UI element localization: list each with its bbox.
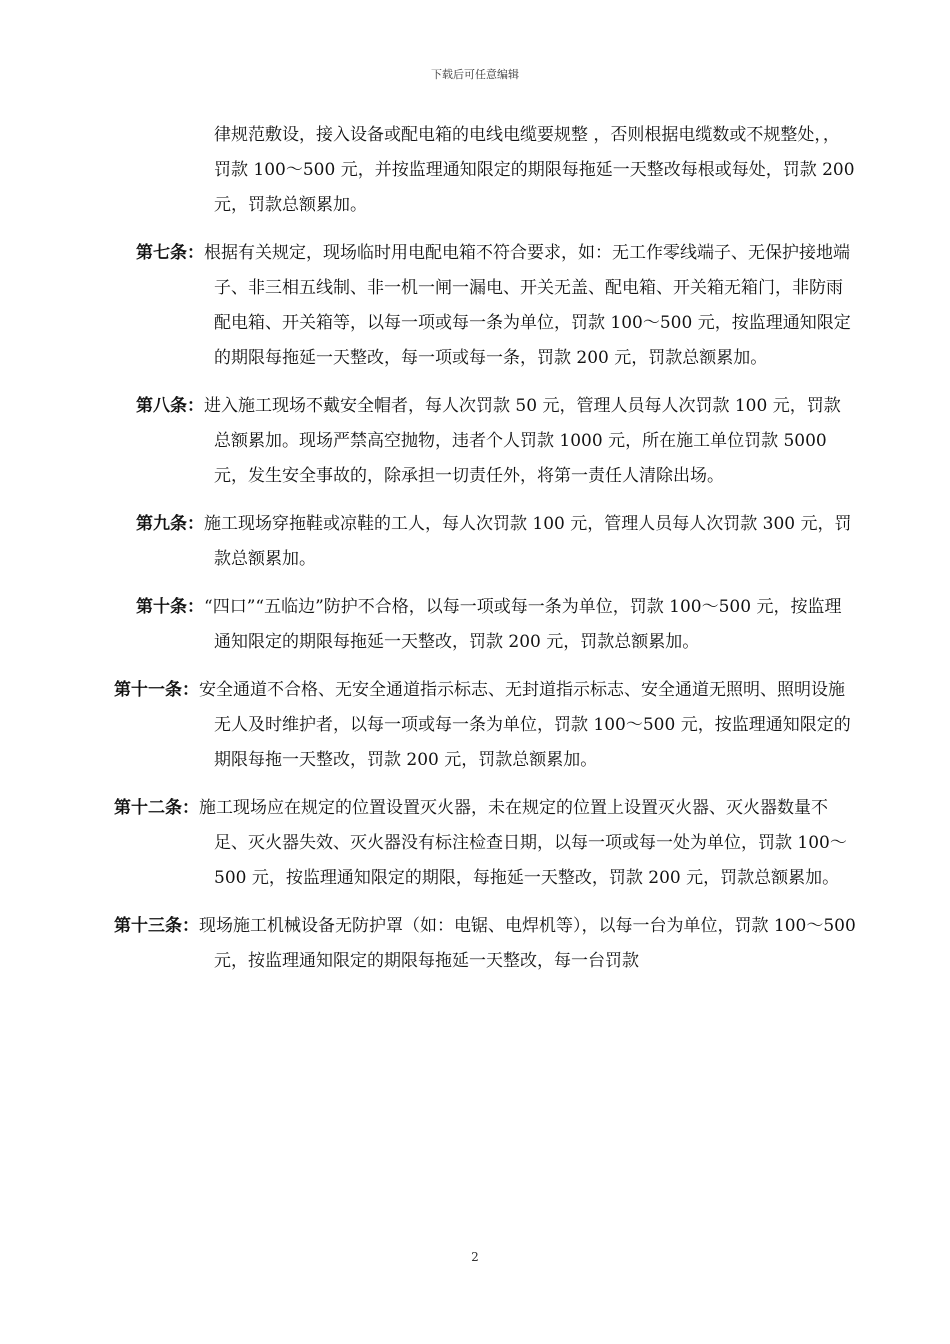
article-9 — [136, 507, 856, 577]
article-label: 第九条： — [136, 514, 204, 534]
article-11 — [114, 673, 856, 778]
article-text: “四口”“五临边”防护不合格，以每一项或每一条为单位，罚款 100～500 元，按监理通知限定的期限每拖延一天整改，罚款 200 元，罚款总额累加。 — [204, 597, 842, 652]
article-13 — [114, 909, 856, 979]
article-label: 第八条： — [136, 396, 204, 416]
article-text: 进入施工现场不戴安全帽者，每人次罚款 50 元，管理人员每人次罚款 100 元，罚款总额累加。现场严禁高空抛物，违者个人罚款 1000 元，所在施工单位罚款 5000 元，发生安全事故的，除承担一切责任外，将第一责任人清除出场。 — [204, 396, 841, 486]
article-label: 第十条： — [136, 597, 204, 617]
article-8 — [136, 389, 856, 494]
article-12 — [114, 791, 856, 896]
article-text: 安全通道不合格、无安全通道指示标志、无封道指示标志、安全通道无照明、照明设施无人及时维护者，以每一项或每一条为单位，罚款 100～500 元，按监理通知限定的期限每拖一天整改，罚款 200 元，罚款总额累加。 — [199, 680, 851, 770]
page-header: 下载后可任意编辑 — [431, 68, 519, 81]
article-text: 施工现场穿拖鞋或凉鞋的工人，每人次罚款 100 元，管理人员每人次罚款 300 元，罚款总额累加。 — [204, 514, 852, 569]
article-7 — [136, 236, 856, 376]
article-10 — [136, 590, 856, 660]
article-text: 现场施工机械设备无防护罩（如：电锯、电焊机等），以每一台为单位，罚款 100～500 元，按监理通知限定的期限每拖延一天整改，每一台罚款 — [199, 916, 856, 971]
article-text: 施工现场应在规定的位置设置灭火器，未在规定的位置上设置灭火器、灭火器数量不足、灭火器失效、灭火器没有标注检查日期，以每一项或每一处为单位，罚款 100～500 元，按监理通知限定的期限，每拖延一天整改，罚款 200 元，罚款总额累加。 — [199, 798, 847, 888]
article-text: 根据有关规定，现场临时用电配电箱不符合要求，如：无工作零线端子、无保护接地端子、非三相五线制、非一机一闸一漏电、开关无盖、配电箱、开关箱无箱门，非防雨配电箱、开关箱等，以每一项或每一条为单位，罚款 100～500 元，按监理通知限定的期限每拖延一天整改，每一项或每一条，罚款 200 元，罚款总额累加。 — [204, 243, 851, 368]
page-number: 2 — [471, 1250, 479, 1264]
paragraph-text: 律规范敷设，接入设备或配电箱的电线电缆要规整 ，否则根据电缆数或不规整处，，罚款 100～500 元，并按监理通知限定的期限每拖延一天整改每根或每处，罚款 200 元，罚款总额累加。 — [214, 125, 855, 215]
article-label: 第七条： — [136, 243, 204, 263]
article-label: 第十一条： — [114, 680, 199, 700]
document-body — [114, 118, 856, 992]
article-label: 第十三条： — [114, 916, 199, 936]
article-label: 第十二条： — [114, 798, 199, 818]
paragraph-continuation — [136, 118, 856, 223]
